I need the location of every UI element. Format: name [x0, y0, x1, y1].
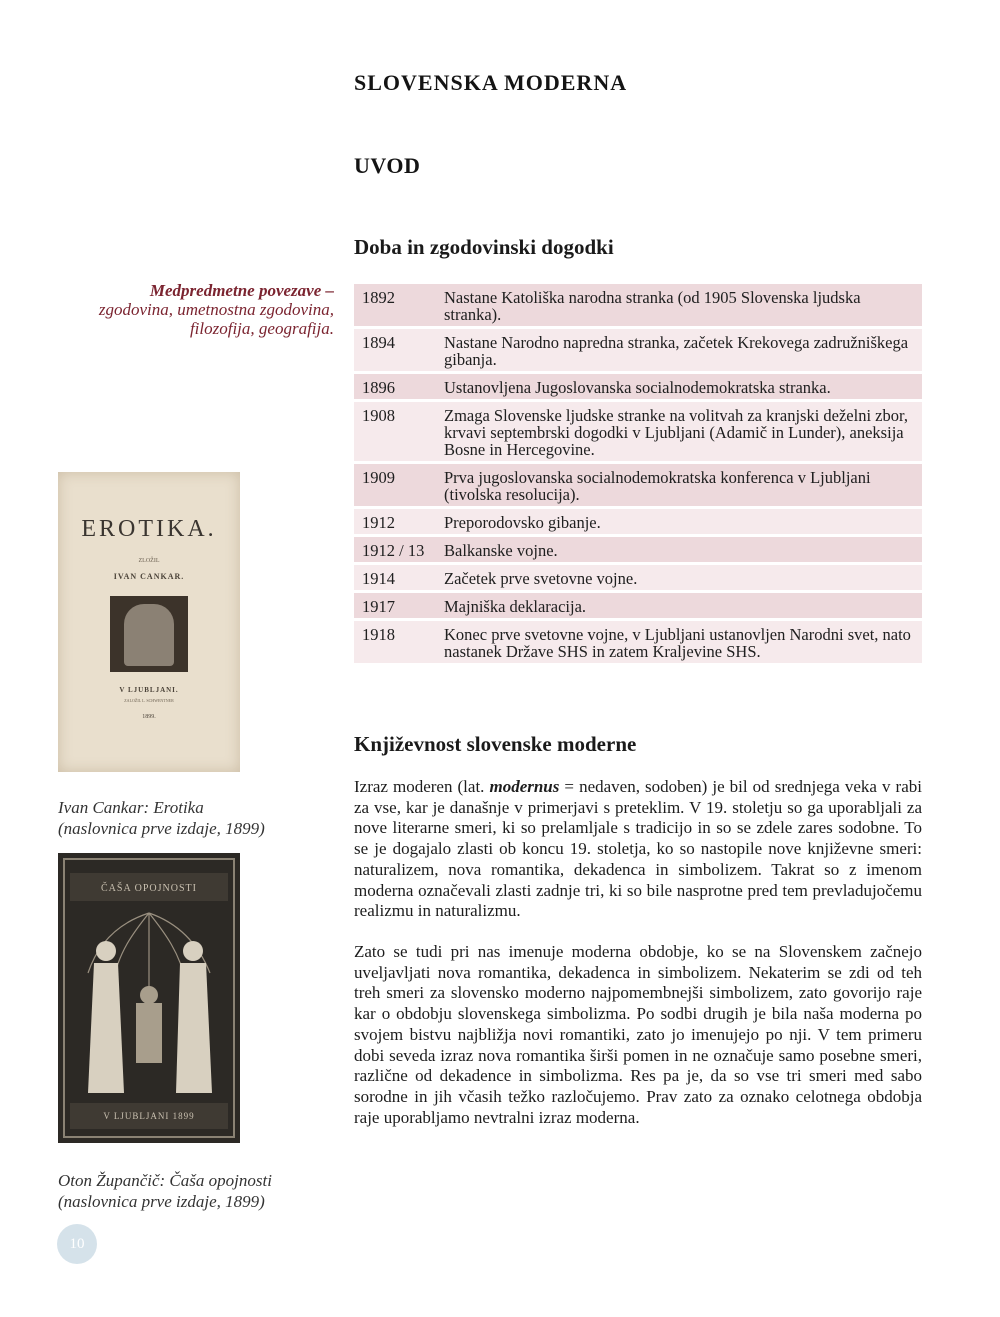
events-section-title: Doba in zgodovinski dogodki — [354, 235, 614, 259]
literature-section-title: Književnost slovenske moderne — [354, 732, 637, 756]
event-row — [354, 565, 922, 590]
casa-opojnosti-cover-image — [58, 853, 240, 1143]
event-year: 1896 — [354, 374, 436, 399]
event-text: Začetek prve svetovne vojne. — [436, 565, 922, 590]
event-year: 1917 — [354, 593, 436, 618]
page-number: 10 — [57, 1224, 97, 1264]
event-year: 1892 — [354, 284, 436, 326]
caption-line: (naslovnica prve izdaje, 1899) — [58, 819, 265, 838]
event-row — [354, 374, 922, 399]
event-text: Konec prve svetovne vojne, v Ljubljani ustanovljen Narodni svet, nato nastanek Države SHS in zatem Kraljevine SHS. — [436, 621, 922, 663]
event-year: 1909 — [354, 464, 436, 506]
cover-year: 1899. — [142, 714, 156, 720]
event-year: 1908 — [354, 402, 436, 461]
casa-caption — [58, 1170, 338, 1212]
p1-term: modernus — [489, 777, 560, 796]
event-text: Nastane Katoliška narodna stranka (od 1905 Slovenska ljudska stranka). — [436, 284, 922, 326]
p1-after: = nedaven, sodoben) je bil od srednjega veka v rabi za vse, kar je današnje v primerjavi s preteklim. V 19. stoletju so ga uporabljali za nove literarne smeri, ki so prelamljale s tradicijo in so se zdele zares sodobne. To se je dogajalo zlasti ob koncu 19. stoletja, ko so nastopile nove književne smeri: naturalizem, nova romantika, dekadenca in simbolizem. Takrat so z imenom moderna označevali zlasti zadnje tri, ki so bile nasprotne pred tem prevladujočemu realizmu in naturalizmu. — [354, 777, 922, 921]
event-year: 1918 — [354, 621, 436, 663]
cover-title: ČAŠA OPOJNOSTI — [101, 883, 197, 894]
cover-small-text: ZLOŽIL — [138, 558, 160, 564]
event-text: Prva jugoslovanska socialnodemokratska konferenca v Ljubljani (tivolska resolucija). — [436, 464, 922, 506]
event-text: Ustanovljena Jugoslovanska socialnodemokratska stranka. — [436, 374, 922, 399]
event-text: Zmaga Slovenske ljudske stranke na volitvah za kranjski deželni zbor, krvavi septembrski dogodki v Ljubljani (Adamič in Lunder), aneksija Bosne in Hercegovine. — [436, 402, 922, 461]
cover-place: V LJUBLJANI. — [119, 686, 179, 694]
event-row — [354, 464, 922, 506]
erotika-caption — [58, 797, 338, 839]
event-text: Balkanske vojne. — [436, 537, 922, 562]
cross-curricular-note — [40, 281, 334, 338]
paragraph-1 — [354, 777, 922, 922]
event-text: Preporodovsko gibanje. — [436, 509, 922, 534]
caption-line: (naslovnica prve izdaje, 1899) — [58, 1192, 265, 1211]
events-table — [354, 281, 922, 666]
event-row — [354, 509, 922, 534]
p1-before: Izraz moderen (lat. — [354, 777, 490, 796]
caption-line: Ivan Cankar: Erotika — [58, 798, 204, 817]
event-year: 1914 — [354, 565, 436, 590]
caption-line: Oton Župančič: Čaša opojnosti — [58, 1171, 272, 1190]
note-label: Medpredmetne povezave – — [149, 281, 334, 300]
note-text: zgodovina, umetnostna zgodovina, filozofija, geografija. — [98, 300, 334, 338]
cover-author: IVAN CANKAR. — [113, 572, 185, 581]
event-row — [354, 593, 922, 618]
event-row — [354, 402, 922, 461]
section-heading: UVOD — [354, 153, 421, 178]
cover-bottom-text: V LJUBLJANI 1899 — [103, 1111, 195, 1121]
cover-illustration — [110, 596, 188, 672]
event-year: 1894 — [354, 329, 436, 371]
event-row — [354, 621, 922, 663]
paragraph-2: Zato se tudi pri nas imenuje moderna obdobje, ko se na Slovenskem začnejo uveljavljati nova romantika, dekadenca in simbolizem. Nekaterim se zdi od teh treh smeri za slovensko moderno najpomembnejši simbolizem, zato govorijo raje kar o obdobju slovenskega simbolizma. Po sodbi drugih je bila naša moderna po svojem bistvu najbližja novi romantiki, zato jo imenujejo po nji. V tem primeru dobi seveda izraz nova romantika širši pomen in ne označuje samo posebne smeri, različne od dekadence in simbolizma. Res pa je, da so vse tri smeri med sabo sorodne in jih včasih težko razločujemo. Prav zato za oznako celotnega obdobja raje uporabljamo nevtralni izraz moderna. — [354, 942, 922, 1127]
cover-artwork — [58, 853, 240, 1143]
chapter-title: SLOVENSKA MODERNA — [354, 70, 628, 95]
event-row — [354, 537, 922, 562]
erotika-cover-image — [58, 472, 240, 772]
event-text: Nastane Narodno napredna stranka, začetek Krekovega zadružniškega gibanja. — [436, 329, 922, 371]
event-row — [354, 284, 922, 326]
event-text: Majniška deklaracija. — [436, 593, 922, 618]
cover-title: EROTIKA. — [81, 516, 217, 542]
event-row — [354, 329, 922, 371]
event-year: 1912 / 13 — [354, 537, 436, 562]
cover-publisher: ZALOŽIL L. SCHWENTNER — [124, 698, 174, 703]
event-year: 1912 — [354, 509, 436, 534]
